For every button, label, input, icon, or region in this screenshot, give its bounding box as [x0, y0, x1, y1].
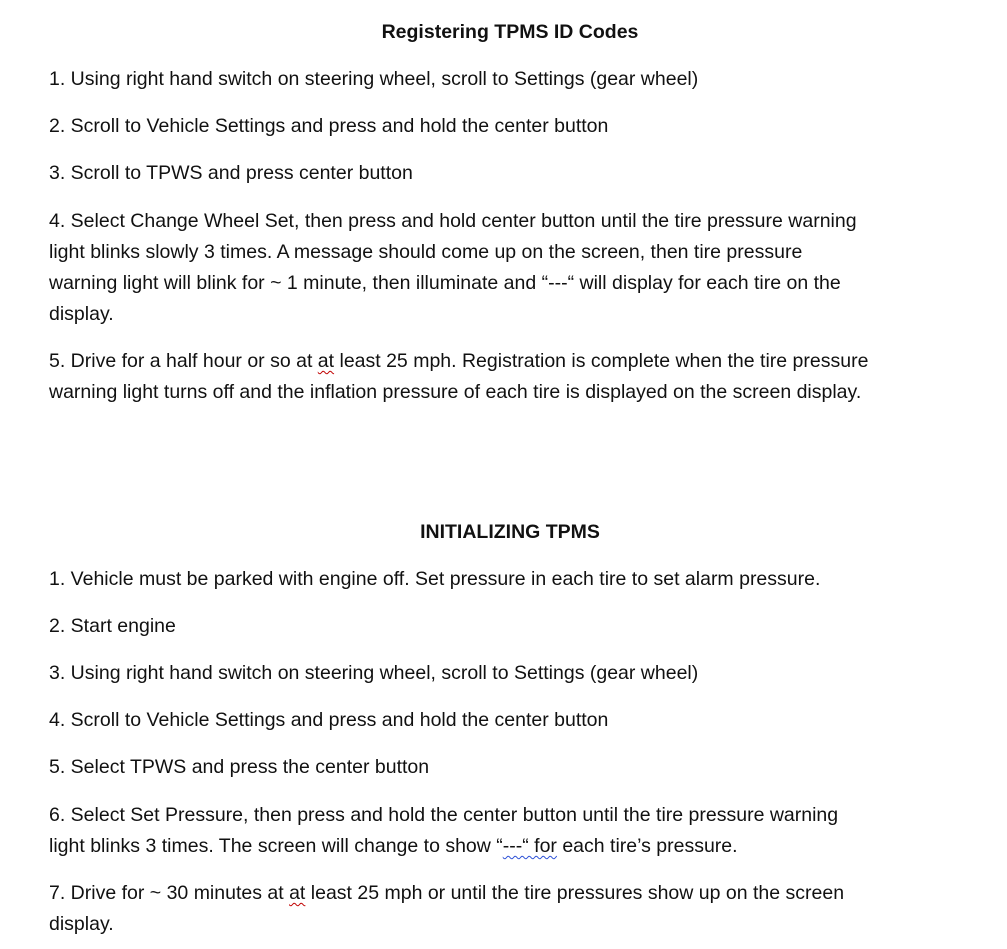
initializing-step-1: [49, 564, 984, 595]
step-line: display.: [49, 913, 114, 935]
registering-step-3: [49, 158, 984, 189]
text-run: light blinks 3 times. The screen will change to show “: [49, 835, 503, 857]
step-line: display.: [49, 303, 114, 325]
registering-step-5: [49, 346, 984, 408]
step-line: light blinks slowly 3 times. A message should come up on the screen, then tire pressure: [49, 241, 803, 263]
step-line: 5. Select TPWS and press the center button: [49, 756, 430, 778]
step-line: 2. Start engine: [49, 615, 176, 637]
step-line: 4. Select Change Wheel Set, then press and hold center button until the tire pressure warning: [49, 210, 857, 232]
step-line: 1. Using right hand switch on steering wheel, scroll to Settings (gear wheel): [49, 68, 699, 90]
grammar-flagged-text: ---“ for: [502, 835, 557, 857]
step-line: 4. Scroll to Vehicle Settings and press and hold the center button: [49, 709, 609, 731]
initializing-step-4: [49, 705, 984, 736]
initializing-step-2: [49, 611, 984, 642]
step-line: warning light will blink for ~ 1 minute, then illuminate and “---“ will display for each tire on the: [49, 272, 841, 294]
text-run: least 25 mph or until the tire pressures show up on the screen: [305, 882, 845, 904]
section-title-initializing: INITIALIZING TPMS: [420, 521, 600, 543]
step-line: [49, 346, 984, 377]
registering-step-2: [49, 111, 984, 142]
step-line: 3. Using right hand switch on steering wheel, scroll to Settings (gear wheel): [49, 662, 699, 684]
initializing-step-7: [49, 878, 984, 940]
text-run: 7. Drive for ~ 30 minutes at: [49, 882, 290, 904]
spellcheck-flagged-word: at: [289, 882, 306, 904]
initializing-step-5: [49, 752, 984, 783]
registering-step-1: [49, 64, 984, 95]
step-line: 1. Vehicle must be parked with engine off. Set pressure in each tire to set alarm pressure.: [49, 568, 821, 590]
step-line: [49, 831, 984, 862]
section-title-registering: Registering TPMS ID Codes: [381, 21, 639, 43]
step-line: 2. Scroll to Vehicle Settings and press and hold the center button: [49, 115, 609, 137]
text-run: 5. Drive for a half hour or so at: [49, 350, 318, 372]
initializing-step-6: [49, 800, 984, 862]
step-line: [49, 878, 984, 909]
text-run: each tire’s pressure.: [556, 835, 738, 857]
text-run: least 25 mph. Registration is complete when the tire pressure: [334, 350, 869, 372]
step-line: 3. Scroll to TPWS and press center button: [49, 162, 413, 184]
registering-step-4: [49, 206, 984, 330]
initializing-step-3: [49, 658, 984, 689]
step-line: warning light turns off and the inflation pressure of each tire is displayed on the screen display.: [49, 381, 862, 403]
step-line: 6. Select Set Pressure, then press and hold the center button until the tire pressure warning: [49, 804, 839, 826]
spellcheck-flagged-word: at: [317, 350, 335, 372]
